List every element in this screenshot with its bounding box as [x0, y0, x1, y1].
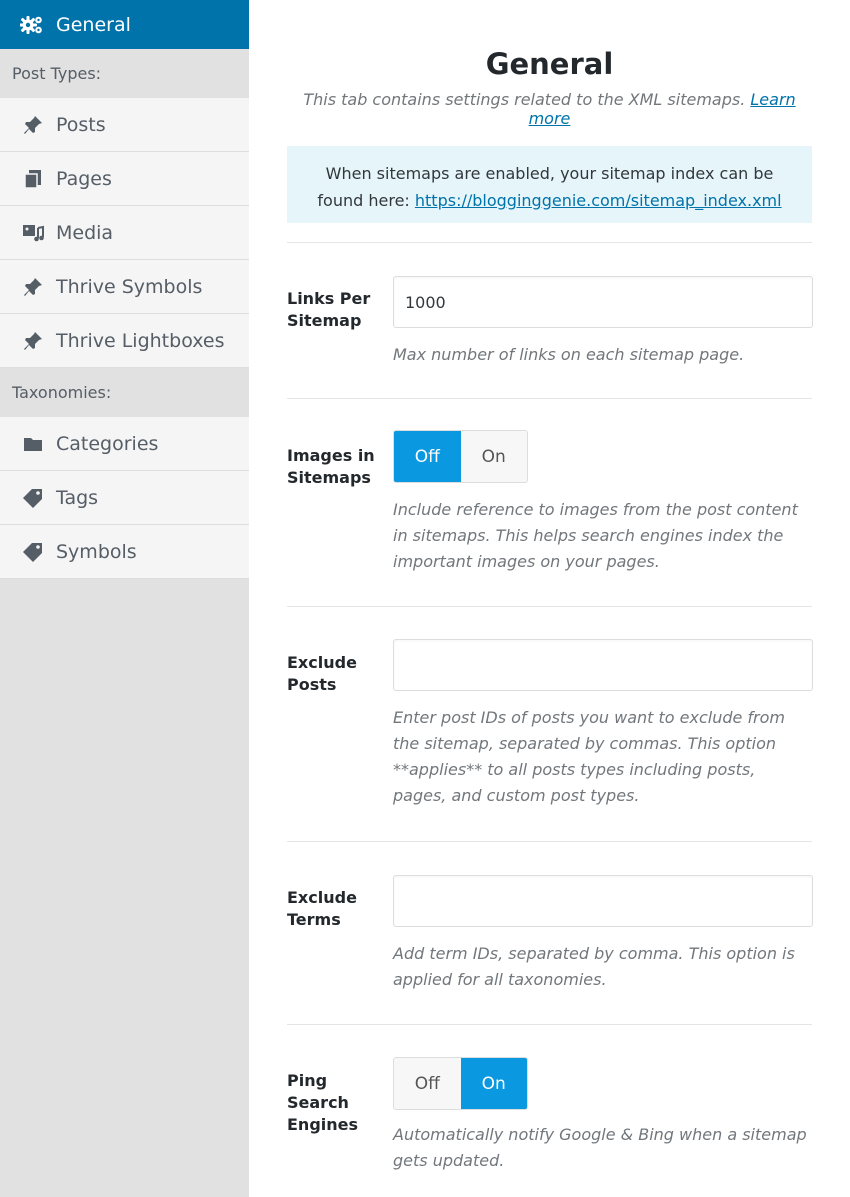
- images-on-option[interactable]: On: [461, 431, 528, 482]
- links-per-sitemap-row: [287, 243, 812, 398]
- images-in-sitemaps-toggle[interactable]: [393, 430, 528, 483]
- sidebar-item-label: Categories: [56, 432, 159, 455]
- ping-on-option[interactable]: On: [461, 1058, 528, 1109]
- taxonomies-heading: Taxonomies:: [0, 368, 249, 417]
- learn-more-link[interactable]: Learn more: [528, 90, 796, 128]
- images-in-sitemaps-help: Include reference to images from the post content in sitemaps. This helps search engines index the important images on your pages.: [393, 500, 798, 571]
- exclude-posts-help: Enter post IDs of posts you want to exclude from the sitemap, separated by commas. This option **applies** to all posts types including posts, pages, and custom post types.: [393, 708, 786, 805]
- page-subtitle: [287, 90, 812, 128]
- exclude-terms-help: Add term IDs, separated by comma. This option is applied for all taxonomies.: [393, 944, 795, 989]
- sitemap-index-link[interactable]: https://blogginggenie.com/sitemap_index.xml: [414, 191, 782, 210]
- images-in-sitemaps-label: Images in Sitemaps: [287, 446, 375, 487]
- exclude-terms-row: [287, 842, 812, 1024]
- ping-search-engines-label: Ping Search Engines: [287, 1071, 359, 1134]
- exclude-terms-label: Exclude Terms: [287, 888, 357, 929]
- ping-search-engines-toggle[interactable]: [393, 1057, 528, 1110]
- images-off-option[interactable]: Off: [394, 431, 461, 482]
- sidebar-item-posts[interactable]: [0, 98, 249, 152]
- tag-icon: [20, 542, 46, 562]
- sidebar-item-symbols[interactable]: [0, 525, 249, 579]
- images-in-sitemaps-row: [287, 399, 812, 606]
- sidebar-item-thrive-symbols[interactable]: [0, 260, 249, 314]
- sidebar-item-label: Posts: [56, 113, 106, 136]
- settings-sidebar: [0, 0, 249, 1197]
- sidebar-item-categories[interactable]: [0, 417, 249, 471]
- gears-icon: [18, 14, 46, 36]
- post-types-heading: Post Types:: [0, 49, 249, 98]
- exclude-posts-input[interactable]: [393, 639, 813, 691]
- sidebar-item-label: Thrive Symbols: [56, 275, 203, 298]
- links-per-sitemap-input[interactable]: 1000: [393, 276, 813, 328]
- media-icon: [20, 223, 46, 243]
- sitemap-notice: [287, 146, 812, 223]
- sidebar-item-media[interactable]: [0, 206, 249, 260]
- sidebar-item-label: General: [56, 13, 131, 36]
- links-per-sitemap-help: Max number of links on each sitemap page.: [393, 345, 745, 364]
- sidebar-item-label: Thrive Lightboxes: [56, 329, 225, 352]
- exclude-posts-row: [287, 607, 812, 841]
- sidebar-item-tags[interactable]: [0, 471, 249, 525]
- sidebar-item-general[interactable]: [0, 0, 249, 49]
- ping-search-engines-help: Automatically notify Google & Bing when a sitemap gets updated.: [393, 1125, 807, 1170]
- pin-icon: [20, 277, 46, 297]
- subtitle-text: This tab contains settings related to the XML sitemaps.: [303, 90, 746, 109]
- page-title: General: [485, 47, 614, 81]
- tag-icon: [20, 488, 46, 508]
- links-per-sitemap-label: Links Per Sitemap: [287, 289, 371, 330]
- sidebar-item-pages[interactable]: [0, 152, 249, 206]
- notice-text: When sitemaps are enabled, your sitemap index can be found here:: [317, 164, 774, 210]
- folder-icon: [20, 435, 46, 453]
- pin-icon: [20, 115, 46, 135]
- sidebar-item-label: Pages: [56, 167, 112, 190]
- ping-search-engines-row: [287, 1025, 812, 1195]
- pages-icon: [20, 169, 46, 189]
- pin-icon: [20, 331, 46, 351]
- sidebar-item-label: Media: [56, 221, 114, 244]
- settings-panel: [287, 0, 812, 1195]
- sidebar-item-thrive-lightboxes[interactable]: [0, 314, 249, 368]
- ping-off-option[interactable]: Off: [394, 1058, 461, 1109]
- exclude-terms-input[interactable]: [393, 875, 813, 927]
- exclude-posts-label: Exclude Posts: [287, 653, 357, 694]
- sidebar-item-label: Tags: [56, 486, 99, 509]
- sidebar-item-label: Symbols: [56, 540, 137, 563]
